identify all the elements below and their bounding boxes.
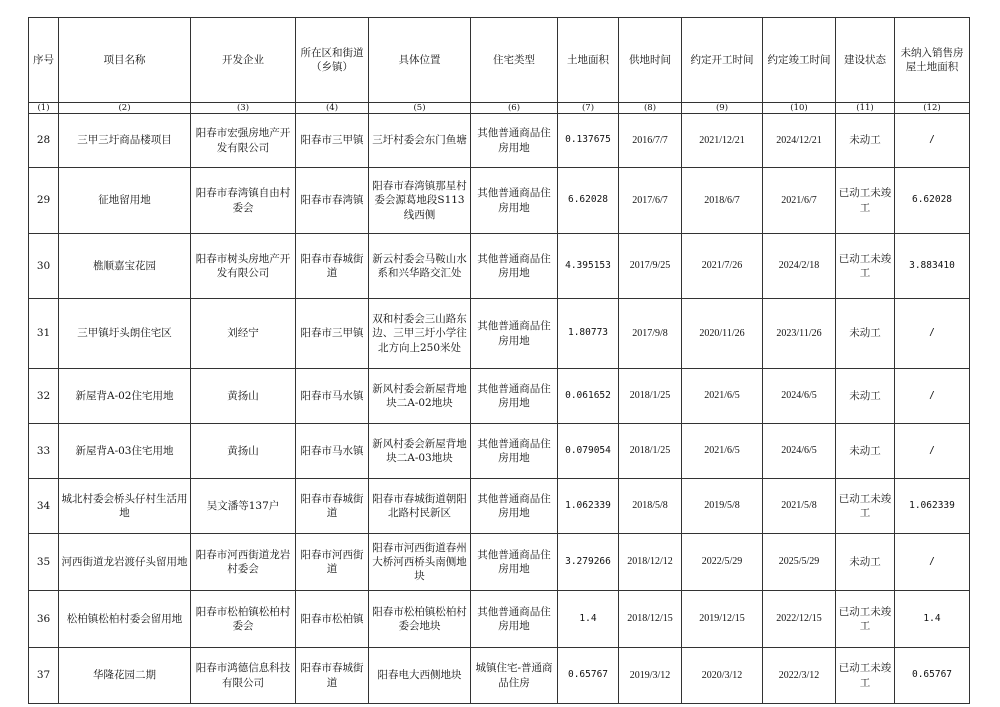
land-area-cell: 1.062339 — [558, 479, 619, 534]
column-number: (3) — [191, 103, 296, 114]
header-cell: 约定开工时间 — [682, 18, 763, 103]
supply-date-cell: 2016/7/7 — [619, 114, 682, 168]
developer-cell: 黄扬山 — [191, 424, 296, 479]
header-cell: 未纳入销售房屋土地面积 — [895, 18, 970, 103]
district-cell: 阳春市春城街道 — [296, 234, 369, 299]
district-cell: 阳春市马水镇 — [296, 369, 369, 424]
planned-start-date-cell: 2020/11/26 — [682, 299, 763, 369]
column-number: (12) — [895, 103, 970, 114]
housing-type-cell: 城镇住宅-普通商品住房 — [471, 648, 558, 704]
column-number: (9) — [682, 103, 763, 114]
location-cell: 阳春市春湾镇那星村委会源葛地段S113线西侧 — [369, 168, 471, 234]
table-row — [29, 234, 970, 299]
project-name-cell: 新屋背A-02住宅用地 — [59, 369, 191, 424]
planned-completion-date-cell: 2024/12/21 — [763, 114, 836, 168]
location-cell: 阳春市松柏镇松柏村委会地块 — [369, 591, 471, 648]
planned-start-date-cell: 2021/6/5 — [682, 369, 763, 424]
supply-date-cell: 2018/12/12 — [619, 534, 682, 591]
unsold-land-area-cell: 0.65767 — [895, 648, 970, 704]
column-number: (5) — [369, 103, 471, 114]
column-number: (1) — [29, 103, 59, 114]
developer-cell: 阳春市河西街道龙岩村委会 — [191, 534, 296, 591]
table-row — [29, 424, 970, 479]
planned-start-date-cell: 2020/3/12 — [682, 648, 763, 704]
row-number-cell: 33 — [29, 424, 59, 479]
location-cell: 新风村委会新屋背地块二A-03地块 — [369, 424, 471, 479]
district-cell: 阳春市春城街道 — [296, 648, 369, 704]
planned-completion-date-cell: 2024/6/5 — [763, 424, 836, 479]
supply-date-cell: 2018/1/25 — [619, 424, 682, 479]
header-cell: 约定竣工时间 — [763, 18, 836, 103]
developer-cell: 阳春市春湾镇自由村委会 — [191, 168, 296, 234]
header-cell: 住宅类型 — [471, 18, 558, 103]
housing-type-cell: 其他普通商品住房用地 — [471, 299, 558, 369]
developer-cell: 阳春市树头房地产开发有限公司 — [191, 234, 296, 299]
row-number-cell: 36 — [29, 591, 59, 648]
header-cell: 具体位置 — [369, 18, 471, 103]
unsold-land-area-cell: / — [895, 114, 970, 168]
project-name-cell: 城北村委会桥头仔村生活用地 — [59, 479, 191, 534]
table-row — [29, 114, 970, 168]
unsold-land-area-cell: 1.4 — [895, 591, 970, 648]
supply-date-cell: 2017/9/25 — [619, 234, 682, 299]
table-body — [29, 114, 970, 704]
housing-type-cell: 其他普通商品住房用地 — [471, 114, 558, 168]
unsold-land-area-cell: / — [895, 369, 970, 424]
construction-status-cell: 已动工未竣工 — [836, 479, 895, 534]
column-number: (6) — [471, 103, 558, 114]
district-cell: 阳春市春城街道 — [296, 479, 369, 534]
land-area-cell: 1.4 — [558, 591, 619, 648]
planned-completion-date-cell: 2025/5/29 — [763, 534, 836, 591]
project-name-cell: 征地留用地 — [59, 168, 191, 234]
location-cell: 三圩村委会东门鱼塘 — [369, 114, 471, 168]
project-name-cell: 樵顺嘉宝花园 — [59, 234, 191, 299]
supply-date-cell: 2018/5/8 — [619, 479, 682, 534]
land-area-cell: 3.279266 — [558, 534, 619, 591]
planned-completion-date-cell: 2024/6/5 — [763, 369, 836, 424]
table-row — [29, 479, 970, 534]
supply-date-cell: 2019/3/12 — [619, 648, 682, 704]
planned-completion-date-cell: 2023/11/26 — [763, 299, 836, 369]
project-name-cell: 三甲镇圩头朗住宅区 — [59, 299, 191, 369]
land-supply-table — [28, 17, 970, 704]
row-number-cell: 30 — [29, 234, 59, 299]
land-area-cell: 0.65767 — [558, 648, 619, 704]
district-cell: 阳春市春湾镇 — [296, 168, 369, 234]
construction-status-cell: 已动工未竣工 — [836, 168, 895, 234]
column-number: (7) — [558, 103, 619, 114]
row-number-cell: 29 — [29, 168, 59, 234]
developer-cell: 阳春市松柏镇松柏村委会 — [191, 591, 296, 648]
planned-start-date-cell: 2019/5/8 — [682, 479, 763, 534]
housing-type-cell: 其他普通商品住房用地 — [471, 424, 558, 479]
unsold-land-area-cell: / — [895, 534, 970, 591]
column-number-row — [29, 103, 970, 114]
header-cell: 序号 — [29, 18, 59, 103]
location-cell: 阳春电大西侧地块 — [369, 648, 471, 704]
land-area-cell: 0.079054 — [558, 424, 619, 479]
row-number-cell: 28 — [29, 114, 59, 168]
housing-type-cell: 其他普通商品住房用地 — [471, 534, 558, 591]
land-area-cell: 1.80773 — [558, 299, 619, 369]
housing-type-cell: 其他普通商品住房用地 — [471, 479, 558, 534]
project-name-cell: 三甲三圩商品楼项目 — [59, 114, 191, 168]
table-row — [29, 168, 970, 234]
housing-type-cell: 其他普通商品住房用地 — [471, 369, 558, 424]
row-number-cell: 31 — [29, 299, 59, 369]
header-cell: 所在区和街道（乡镇） — [296, 18, 369, 103]
district-cell: 阳春市河西街道 — [296, 534, 369, 591]
land-area-cell: 0.061652 — [558, 369, 619, 424]
district-cell: 阳春市三甲镇 — [296, 114, 369, 168]
construction-status-cell: 已动工未竣工 — [836, 591, 895, 648]
planned-start-date-cell: 2021/6/5 — [682, 424, 763, 479]
table-row — [29, 534, 970, 591]
location-cell: 阳春市河西街道春州大桥河西桥头南侧地块 — [369, 534, 471, 591]
housing-type-cell: 其他普通商品住房用地 — [471, 591, 558, 648]
district-cell: 阳春市松柏镇 — [296, 591, 369, 648]
table-row — [29, 369, 970, 424]
developer-cell: 阳春市宏强房地产开发有限公司 — [191, 114, 296, 168]
header-cell: 项目名称 — [59, 18, 191, 103]
header-cell: 开发企业 — [191, 18, 296, 103]
construction-status-cell: 未动工 — [836, 299, 895, 369]
location-cell: 阳春市春城街道朝阳北路村民新区 — [369, 479, 471, 534]
planned-completion-date-cell: 2021/6/7 — [763, 168, 836, 234]
row-number-cell: 37 — [29, 648, 59, 704]
supply-date-cell: 2018/1/25 — [619, 369, 682, 424]
developer-cell: 黄扬山 — [191, 369, 296, 424]
project-name-cell: 华隆花园二期 — [59, 648, 191, 704]
planned-start-date-cell: 2021/12/21 — [682, 114, 763, 168]
construction-status-cell: 未动工 — [836, 424, 895, 479]
supply-date-cell: 2017/6/7 — [619, 168, 682, 234]
supply-date-cell: 2017/9/8 — [619, 299, 682, 369]
developer-cell: 刘经宁 — [191, 299, 296, 369]
location-cell: 双和村委会三山路东边、三甲三圩小学往北方向上250米处 — [369, 299, 471, 369]
housing-type-cell: 其他普通商品住房用地 — [471, 234, 558, 299]
column-number: (8) — [619, 103, 682, 114]
construction-status-cell: 未动工 — [836, 114, 895, 168]
column-number: (11) — [836, 103, 895, 114]
district-cell: 阳春市三甲镇 — [296, 299, 369, 369]
planned-start-date-cell: 2022/5/29 — [682, 534, 763, 591]
location-cell: 新云村委会马鞍山水系和兴华路交汇处 — [369, 234, 471, 299]
row-number-cell: 34 — [29, 479, 59, 534]
project-name-cell: 新屋背A-03住宅用地 — [59, 424, 191, 479]
unsold-land-area-cell: 3.883410 — [895, 234, 970, 299]
planned-start-date-cell: 2018/6/7 — [682, 168, 763, 234]
unsold-land-area-cell: 1.062339 — [895, 479, 970, 534]
land-area-cell: 4.395153 — [558, 234, 619, 299]
construction-status-cell: 已动工未竣工 — [836, 648, 895, 704]
district-cell: 阳春市马水镇 — [296, 424, 369, 479]
table-row — [29, 648, 970, 704]
row-number-cell: 32 — [29, 369, 59, 424]
project-name-cell: 松柏镇松柏村委会留用地 — [59, 591, 191, 648]
construction-status-cell: 已动工未竣工 — [836, 234, 895, 299]
column-number: (4) — [296, 103, 369, 114]
construction-status-cell: 未动工 — [836, 534, 895, 591]
header-cell: 供地时间 — [619, 18, 682, 103]
header-cell: 建设状态 — [836, 18, 895, 103]
planned-start-date-cell: 2019/12/15 — [682, 591, 763, 648]
planned-completion-date-cell: 2021/5/8 — [763, 479, 836, 534]
header-row — [29, 18, 970, 103]
row-number-cell: 35 — [29, 534, 59, 591]
construction-status-cell: 未动工 — [836, 369, 895, 424]
unsold-land-area-cell: / — [895, 424, 970, 479]
table-row — [29, 299, 970, 369]
planned-completion-date-cell: 2024/2/18 — [763, 234, 836, 299]
housing-type-cell: 其他普通商品住房用地 — [471, 168, 558, 234]
land-area-cell: 0.137675 — [558, 114, 619, 168]
developer-cell: 阳春市鸿德信息科技有限公司 — [191, 648, 296, 704]
location-cell: 新风村委会新屋背地块二A-02地块 — [369, 369, 471, 424]
header-cell: 土地面积 — [558, 18, 619, 103]
unsold-land-area-cell: / — [895, 299, 970, 369]
developer-cell: 吴文潘等137户 — [191, 479, 296, 534]
land-area-cell: 6.62028 — [558, 168, 619, 234]
planned-completion-date-cell: 2022/3/12 — [763, 648, 836, 704]
column-number: (2) — [59, 103, 191, 114]
table-row — [29, 591, 970, 648]
supply-date-cell: 2018/12/15 — [619, 591, 682, 648]
planned-start-date-cell: 2021/7/26 — [682, 234, 763, 299]
unsold-land-area-cell: 6.62028 — [895, 168, 970, 234]
project-name-cell: 河西街道龙岩渡仔头留用地 — [59, 534, 191, 591]
column-number: (10) — [763, 103, 836, 114]
planned-completion-date-cell: 2022/12/15 — [763, 591, 836, 648]
